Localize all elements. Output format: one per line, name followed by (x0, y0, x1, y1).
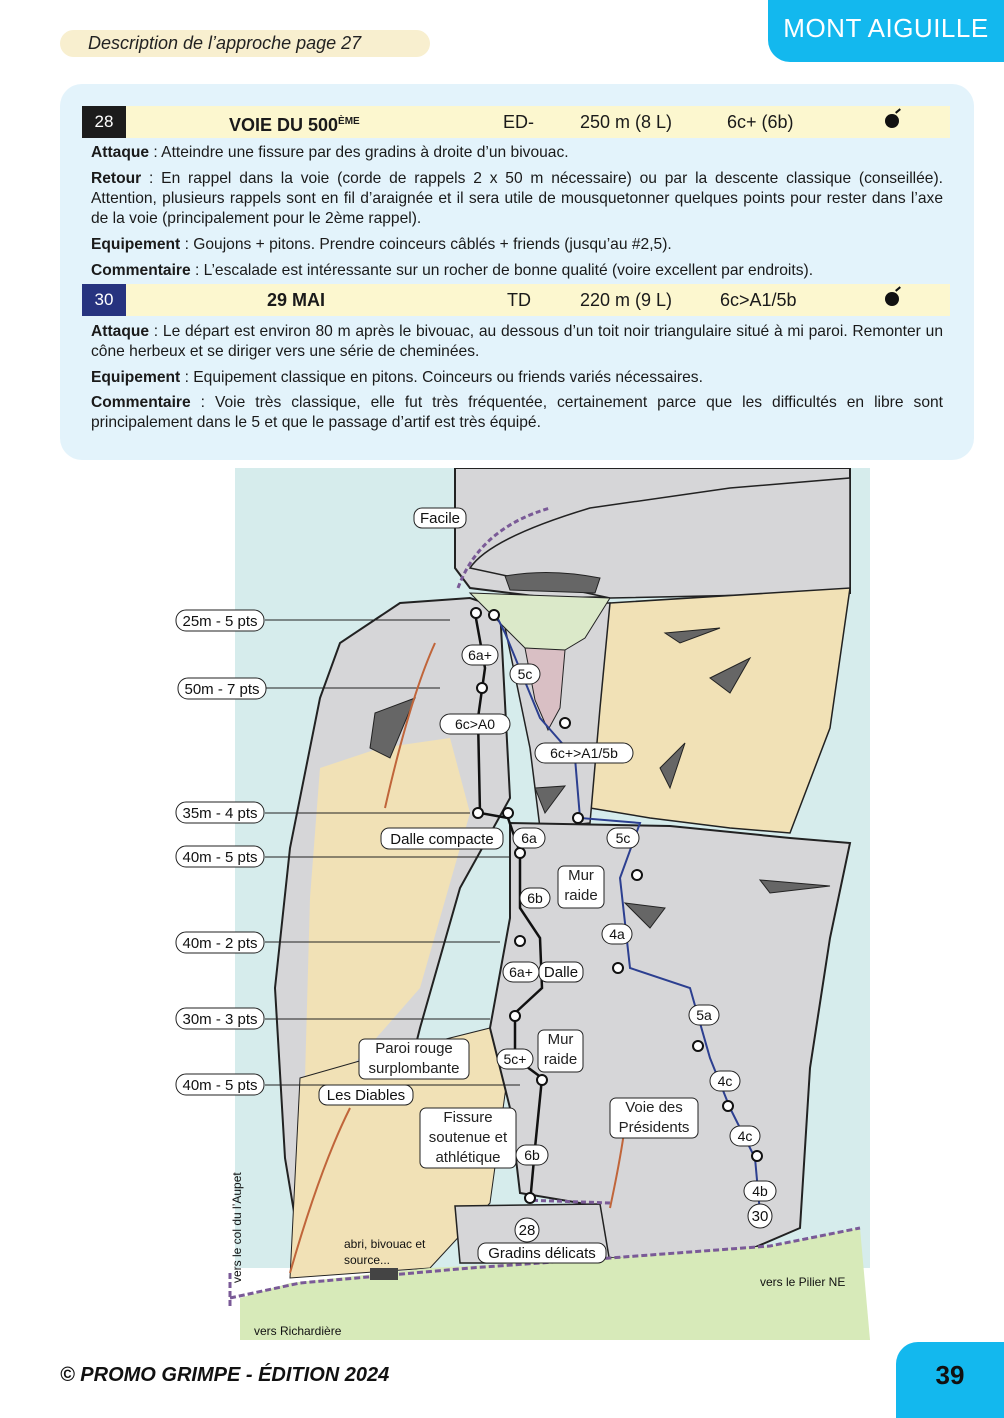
label-dalle: Dalle (543, 964, 579, 981)
route-number: 28 (82, 106, 126, 138)
route30-commentaire: Commentaire : Voie très classique, elle fut très fréquentée, certainement parce que les difficultés en libre sont principalement dans le 5 et que le passage d’artif est très équipé. (91, 394, 943, 431)
grade-label: 4a (609, 926, 625, 942)
copyright: © PROMO GRIMPE - ÉDITION 2024 (60, 1364, 390, 1386)
grade-label: 4b (752, 1183, 768, 1199)
bivouac-shelter (370, 1268, 398, 1280)
grade-label: 6c+>A1/5b (550, 745, 618, 761)
label-abri: abri, bivouac et source... (344, 1237, 426, 1267)
grade-label: 4c (737, 1128, 753, 1144)
route-difficulty: 6c+ (6b) (727, 112, 794, 132)
route28-attaque: Attaque : Atteindre une fissure par des gradins à droite d’un bivouac. (91, 144, 569, 161)
pitch-label: 25m - 5 pts (182, 613, 258, 630)
label-les-diables: Les Diables (326, 1087, 406, 1104)
route28-commentaire: Commentaire : L’escalade est intéressante sur un rocher de bonne qualité (voire excellent par endroits). (91, 262, 814, 279)
label-paroi-rouge: Paroi rouge surplombante (368, 1040, 460, 1077)
route-grade: TD (507, 290, 531, 310)
grade-label: 6a+ (509, 964, 533, 980)
grade-label: 5a (696, 1007, 712, 1023)
route28-equipement: Equipement : Goujons + pitons. Prendre coinceurs câblés + friends (jusqu’au #2,5). (91, 236, 672, 253)
site-title: MONT AIGUILLE (783, 13, 989, 43)
label-mur-raide-2: Mur raide (543, 1031, 578, 1068)
grade-label: 6c>A0 (454, 716, 496, 732)
route-number-28: 28 (518, 1222, 536, 1239)
pitch-labels (176, 610, 266, 1095)
label-col-aupet: vers le col du l’Aupet (230, 1172, 244, 1283)
grade-label: 5c+ (503, 1051, 527, 1067)
label-gradins: Gradins délicats (488, 1245, 596, 1262)
route-difficulty: 6c>A1/5b (720, 290, 797, 310)
grade-label: 5c (615, 830, 631, 846)
route30-attaque: Attaque : Le départ est environ 80 m après le bivouac, au dessous d’un toit noir triangulaire situé à mi paroi. Remonter un cône herbeux et se diriger vers une série de cheminées. (91, 323, 943, 360)
site-title-tab (768, 0, 1004, 62)
route28-retour: Retour : En rappel dans la voie (corde de rappels 2 x 50 m nécessaire) ou par la descente classique (conseillée). Attention, plusieurs rappels sont en fil d’araignée et il sera utile de mousquetonner quelques points pour rester dans l’axe de la voie (principalement pour le 2ème rappel). (91, 170, 943, 227)
route-header-30 (82, 284, 950, 316)
page-number-tab (896, 1342, 1004, 1418)
label-richardiere: vers Richardière (254, 1324, 342, 1338)
pitch-label: 30m - 3 pts (182, 1011, 258, 1028)
page-number: 39 (935, 1360, 965, 1390)
grade-label: 5c (517, 666, 533, 682)
route-number-30: 30 (751, 1208, 769, 1225)
route-name: 29 MAI (267, 290, 326, 310)
roof-overhang (505, 572, 600, 593)
route-length: 250 m (8 L) (580, 112, 673, 132)
label-pilier-ne: vers le Pilier NE (760, 1275, 846, 1289)
label-fissure: Fissure soutenue et athlétique (428, 1109, 508, 1166)
label-facile: Facile (419, 510, 461, 527)
route-length: 220 m (9 L) (580, 290, 673, 310)
approach-reference: Description de l’approche page 27 (60, 30, 430, 57)
label-dalle-compacte: Dalle compacte (390, 831, 494, 848)
pitch-label: 40m - 5 pts (182, 849, 258, 866)
pitch-label: 40m - 2 pts (182, 935, 258, 952)
pitch-label: 40m - 5 pts (182, 1077, 258, 1094)
topo-diagram (170, 468, 870, 1340)
label-mur-raide-1: Mur raide (564, 867, 598, 904)
grade-label: 6b (524, 1147, 540, 1163)
route-name: VOIE DU 500ÈME (229, 115, 360, 135)
bomb-icon (885, 292, 899, 306)
route-grade: ED- (503, 112, 534, 132)
bomb-icon (885, 114, 899, 128)
grade-label: 6b (527, 890, 543, 906)
grade-label: 6a (521, 830, 537, 846)
label-voie-presidents: Voie des Présidents (618, 1099, 690, 1136)
grade-label: 4c (717, 1073, 733, 1089)
route-number: 30 (82, 284, 126, 316)
route30-equipement: Equipement : Equipement classique en pitons. Coinceurs ou friends variés nécessaires. (91, 369, 703, 386)
grade-label: 6a+ (468, 647, 492, 663)
route-header-28 (82, 106, 950, 138)
pitch-label: 50m - 7 pts (184, 681, 260, 698)
pitch-label: 35m - 4 pts (182, 805, 258, 822)
